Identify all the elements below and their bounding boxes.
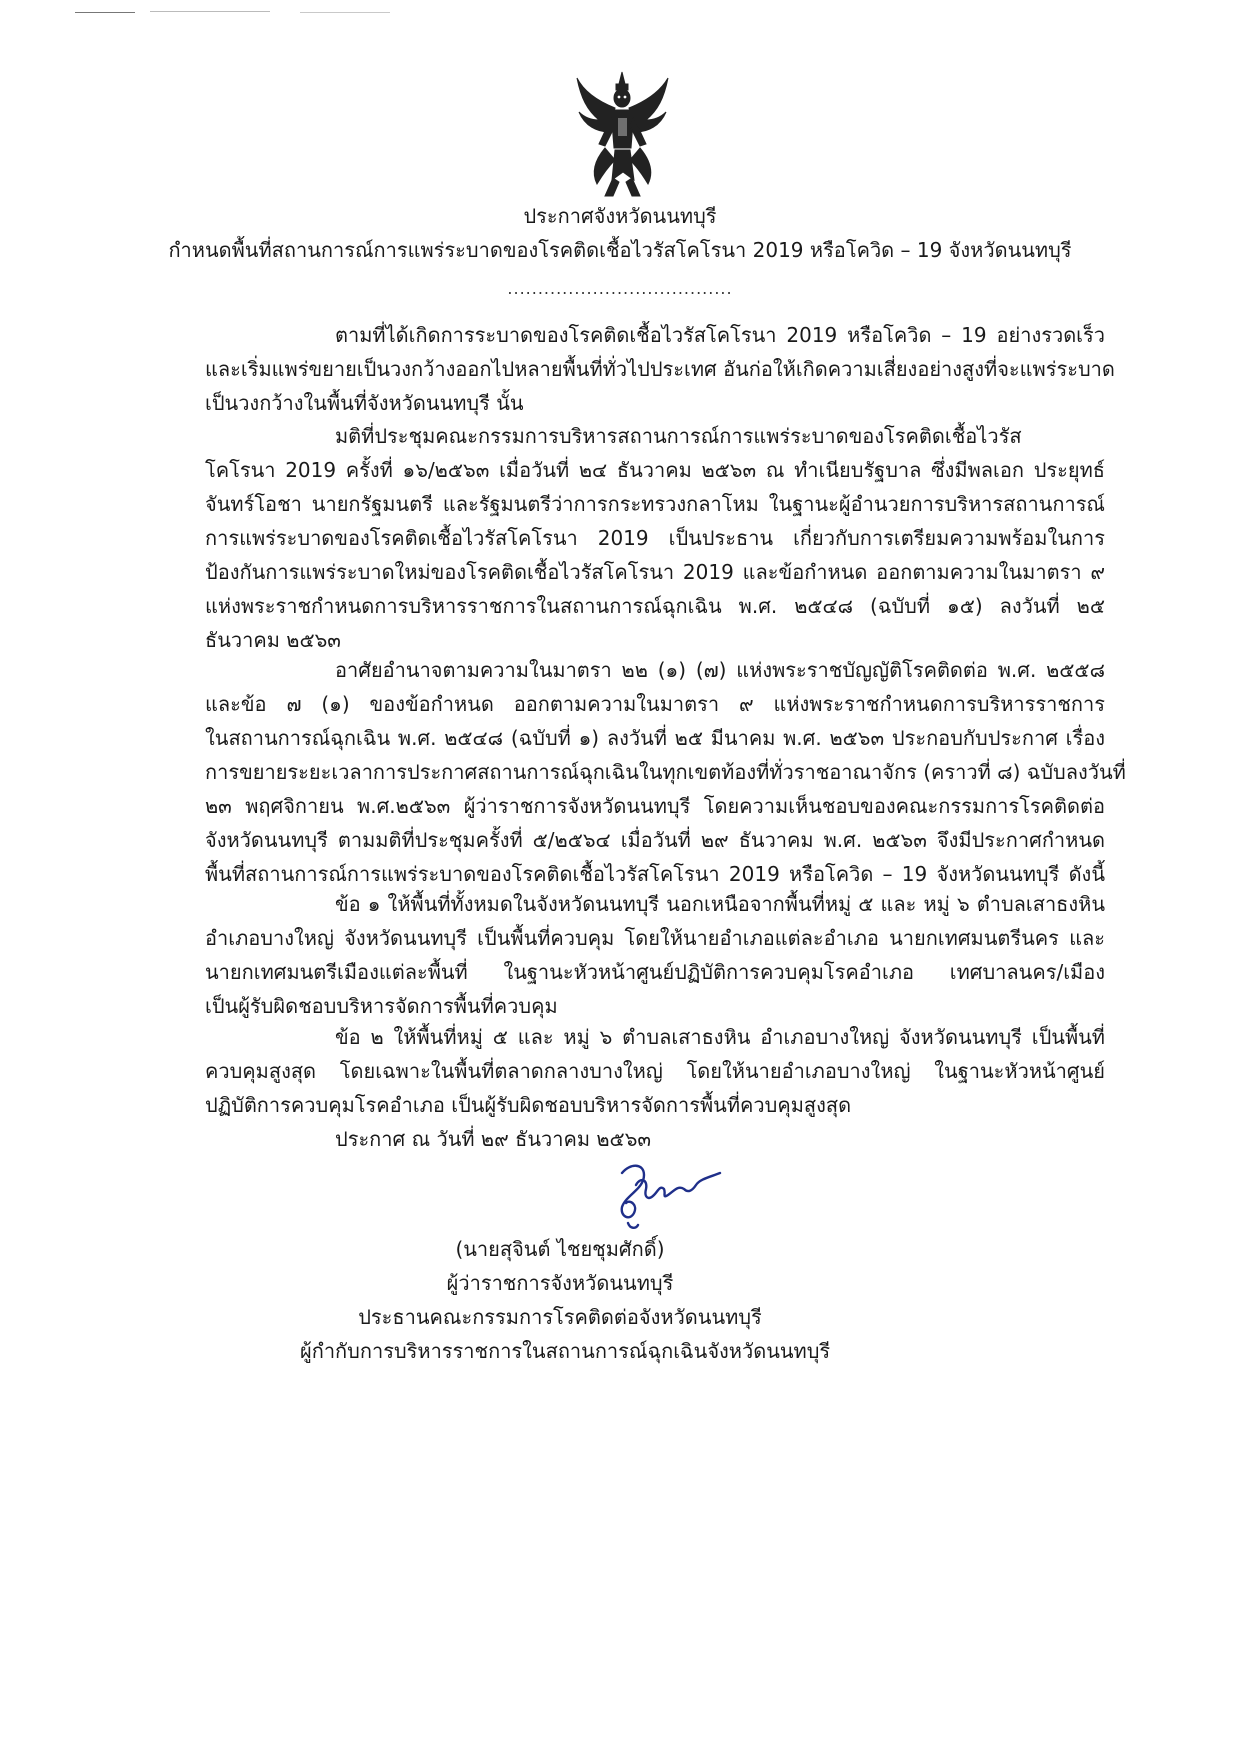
signature-block — [300, 1232, 831, 1368]
paragraph-2 — [205, 419, 1105, 657]
paragraph-line: ปฏิบัติการควบคุมโรคอำเภอ เป็นผู้รับผิดชอบบริหารจัดการพื้นที่ควบคุมสูงสุด — [205, 1093, 852, 1117]
paragraph-line: มติที่ประชุมคณะกรรมการบริหารสถานการณ์การแพร่ระบาดของโรคติดเชื้อไวรัส — [335, 424, 1022, 448]
paragraph-line: ควบคุมสูงสุด โดยเฉพาะในพื้นที่ตลาดกลางบางใหญ่ โดยให้นายอำเภอบางใหญ่ ในฐานะหัวหน้าศูนย์ — [205, 1059, 1105, 1083]
paragraph-line: เป็นผู้รับผิดชอบบริหารจัดการพื้นที่ควบคุม — [205, 994, 558, 1018]
paragraph-line: แห่งพระราชกำหนดการบริหารราชการในสถานการณ์ฉุกเฉิน พ.ศ. ๒๕๔๘ (ฉบับที่ ๑๕) ลงวันที่ ๒๕ — [205, 594, 1105, 618]
signature-image — [600, 1155, 760, 1235]
signer-position: ผู้ว่าราชการจังหวัดนนทบุรี — [446, 1271, 674, 1295]
paragraph-line: การขยายระยะเวลาการประกาศสถานการณ์ฉุกเฉินในทุกเขตท้องที่ทั่วราชอาณาจักร (คราวที่ ๘) ฉบับลงวันที่ — [205, 760, 1126, 784]
paragraph-line: อำเภอบางใหญ่ จังหวัดนนทบุรี เป็นพื้นที่ควบคุม โดยให้นายอำเภอแต่ละอำเภอ นายกเทศมนตรีนคร และ — [205, 926, 1105, 950]
signer-position: ผู้กำกับการบริหารราชการในสถานการณ์ฉุกเฉินจังหวัดนนทบุรี — [300, 1339, 831, 1363]
announcement-date: ประกาศ ณ วันที่ ๒๙ ธันวาคม ๒๕๖๓ — [335, 1127, 652, 1151]
paragraph-line: ในสถานการณ์ฉุกเฉิน พ.ศ. ๒๕๔๘ (ฉบับที่ ๑) ลงวันที่ ๒๕ มีนาคม พ.ศ. ๒๕๖๓ ประกอบกับประกาศ เรื่อง — [205, 726, 1105, 750]
paragraph-line: โคโรนา 2019 ครั้งที่ ๑๖/๒๕๖๓ เมื่อวันที่ ๒๔ ธันวาคม ๒๕๖๓ ณ ทำเนียบรัฐบาล ซึ่งมีพลเอก ประยุทธ์ — [205, 458, 1105, 482]
paragraph-line: นายกเทศมนตรีเมืองแต่ละพื้นที่ ในฐานะหัวหน้าศูนย์ปฏิบัติการควบคุมโรคอำเภอ เทศบาลนคร/เมือง — [205, 960, 1105, 984]
paragraph-line: ป้องกันการแพร่ระบาดใหม่ของโรคติดเชื้อไวรัสโคโรนา 2019 และข้อกำหนด ออกตามความในมาตรา ๙ — [205, 560, 1105, 584]
separator-line: ..................................... — [507, 279, 733, 298]
paragraph-line: ตามที่ได้เกิดการระบาดของโรคติดเชื้อไวรัสโคโรนา 2019 หรือโควิด – 19 อย่างรวดเร็ว — [335, 323, 1105, 347]
paragraph-1 — [205, 318, 1115, 420]
paragraph-line: ๒๓ พฤศจิกายน พ.ศ.๒๕๖๓ ผู้ว่าราชการจังหวัดนนทบุรี โดยความเห็นชอบของคณะกรรมการโรคติดต่อ — [205, 794, 1105, 818]
paragraph-line: พื้นที่สถานการณ์การแพร่ระบาดของโรคติดเชื้อไวรัสโคโรนา 2019 หรือโควิด – 19 จังหวัดนนทบุรี ดังนี้ — [205, 862, 1105, 886]
paragraph-line: และเริ่มแพร่ขยายเป็นวงกว้างออกไปหลายพื้นที่ทั่วไปประเทศ อันก่อให้เกิดความเสี่ยงอย่างสูงที่จะแพร่ระบาด — [205, 357, 1115, 381]
scan-speck — [75, 12, 135, 13]
paragraph-line: จังหวัดนนทบุรี ตามมติที่ประชุมครั้งที่ ๕/๒๕๖๔ เมื่อวันที่ ๒๙ ธันวาคม พ.ศ. ๒๕๖๓ จึงมีประกาศกำหนด — [205, 828, 1105, 852]
paragraph-line: ข้อ ๒ ให้พื้นที่หมู่ ๕ และ หมู่ ๖ ตำบลเสาธงหิน อำเภอบางใหญ่ จังหวัดนนทบุรี เป็นพื้นที่ — [335, 1025, 1105, 1049]
paragraph-5 — [205, 1020, 1105, 1122]
paragraph-4 — [205, 887, 1105, 1023]
paragraph-line: เป็นวงกว้างในพื้นที่จังหวัดนนทบุรี นั้น — [205, 391, 524, 415]
issuer-title: ประกาศจังหวัดนนทบุรี — [523, 204, 717, 228]
paragraph-line: และข้อ ๗ (๑) ของข้อกำหนด ออกตามความในมาตรา ๙ แห่งพระราชกำหนดการบริหารราชการ — [205, 692, 1105, 716]
scan-speck — [150, 11, 270, 12]
signer-position: ประธานคณะกรรมการโรคติดต่อจังหวัดนนทบุรี — [358, 1305, 762, 1329]
signer-name: (นายสุจินต์ ไชยชุมศักดิ์) — [455, 1237, 665, 1261]
paragraph-line: ข้อ ๑ ให้พื้นที่ทั้งหมดในจังหวัดนนทบุรี นอกเหนือจากพื้นที่หมู่ ๕ และ หมู่ ๖ ตำบลเสาธงหิน — [335, 892, 1105, 916]
scan-speck — [300, 12, 390, 13]
paragraph-3 — [205, 653, 1126, 891]
paragraph-line: ธันวาคม ๒๕๖๓ — [205, 628, 341, 652]
garuda-emblem-icon — [575, 70, 670, 200]
paragraph-line: อาศัยอำนาจตามความในมาตรา ๒๒ (๑) (๗) แห่งพระราชบัญญัติโรคติดต่อ พ.ศ. ๒๕๕๘ — [335, 658, 1105, 682]
paragraph-line: การแพร่ระบาดของโรคติดเชื้อไวรัสโคโรนา 2019 เป็นประธาน เกี่ยวกับการเตรียมความพร้อมในการ — [205, 526, 1105, 550]
subject-title: กำหนดพื้นที่สถานการณ์การแพร่ระบาดของโรคติดเชื้อไวรัสโคโรนา 2019 หรือโควิด – 19 จังหวัดนนทบุรี — [168, 238, 1072, 262]
paragraph-line: จันทร์โอชา นายกรัฐมนตรี และรัฐมนตรีว่าการกระทรวงกลาโหม ในฐานะผู้อำนวยการบริหารสถานการณ์ — [205, 492, 1105, 516]
